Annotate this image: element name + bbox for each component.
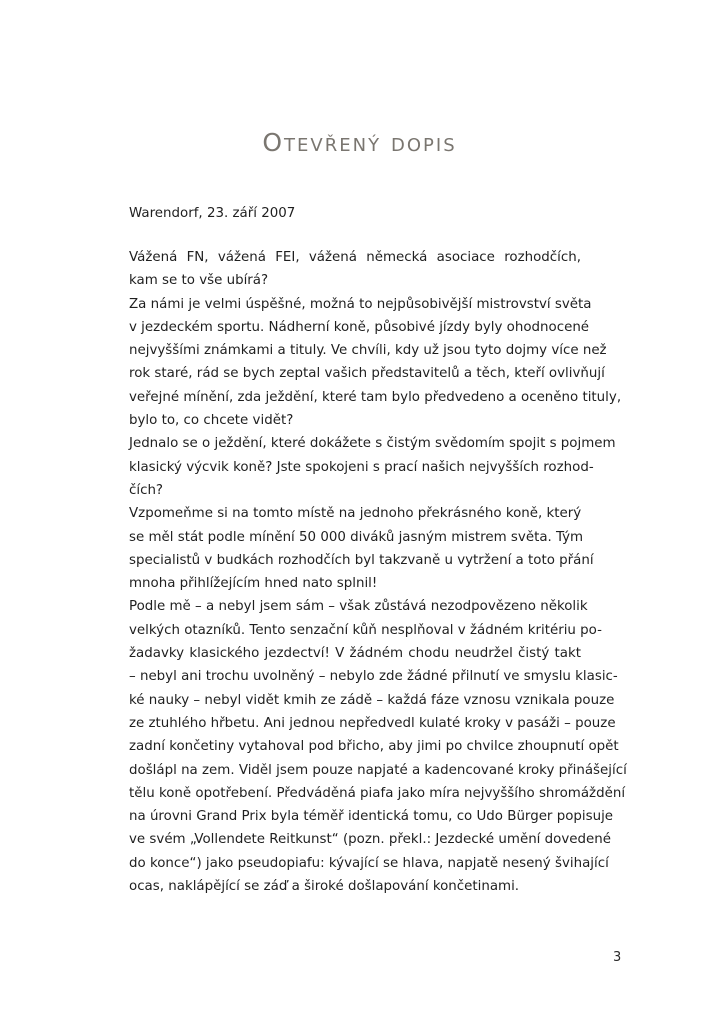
text-line: čích? [129,482,164,498]
paragraph [129,595,627,898]
text-line: bylo to, co chcete vidět? [129,413,294,429]
text-line: veřejné mínění, zda ježdění, které tam bylo předvedeno a oceněno tituly, [129,389,622,405]
text-line: Vážená FN, vážená FEI, vážená německá asociace rozhodčích, [129,250,581,265]
letter-body [129,246,627,898]
paragraph [129,293,622,433]
text-line: do konce“) jako pseudopiafu: kývající se hlava, napjatě nesený švihající [129,855,609,871]
text-line: Podle mě – a nebyl jsem sám – však zůstává nezodpovězeno několik [129,599,588,615]
paragraph [129,432,616,502]
text-line: ze ztuhlého hřbetu. Ani jednou nepředvedl kulaté kroky v pasáži – pouze [129,715,616,731]
text-line: zadní končetiny vytahoval pod břicho, aby jimi po chvilce zhoupnutí opět [129,739,619,755]
text-line: klasický výcvik koně? Jste spokojeni s prací našich nejvyšších rozhod- [129,459,594,475]
text-line: Jednalo se o ježdění, které dokážete s čistým svědomím spojit s pojmem [129,436,616,452]
text-line: rok staré, rád se bych zeptal vašich představitelů a těch, kteří ovlivňují [129,366,605,382]
text-line: nejvyššími známkami a tituly. Ve chvíli, kdy už jsou tyto dojmy více než [129,343,607,359]
page-number: 3 [613,950,622,965]
text-line: žadavky klasického jezdectví! V žádném chodu neudržel čistý takt [129,646,581,662]
text-line: specialistů v budkách rozhodčích byl takzvaně u vytržení a toto přání [129,552,594,568]
text-line: – nebyl ani trochu uvolněný – nebylo zde žádné přilnutí ve smyslu klasic- [129,669,618,685]
text-line: velkých otazníků. Tento senzační kůň nesplňoval v žádném kritériu po- [129,622,602,638]
text-line: Za námi je velmi úspěšné, možná to nejpůsobivější mistrovství světa [129,296,592,312]
text-line: mnoha přihlížejícím hned nato splnil! [129,576,378,592]
text-line: v jezdeckém sportu. Nádherní koně, působivé jízdy byly ohodnocené [129,319,590,335]
page-title: Otevřený dopis [262,128,457,157]
text-line: Vzpomeňme si na tomto místě na jednoho překrásného koně, který [129,506,582,522]
text-line: na úrovni Grand Prix byla téměř identická tomu, co Udo Bürger popisuje [129,809,614,825]
text-line: tělu koně opotřebení. Předváděná piafa jako míra nejvyššího shromáždění [129,785,626,801]
text-line: kam se to vše ubírá? [129,273,269,289]
paragraph [129,502,594,595]
text-line: ké nauky – nebyl vidět kmih ze zádě – každá fáze vznosu vznikala pouze [129,692,615,708]
paragraph [129,246,581,293]
text-line: se měl stát podle mínění 50 000 diváků jasným mistrem světa. Tým [129,529,584,545]
text-line: ve svém „Vollendete Reitkunst“ (pozn. překl.: Jezdecké umění dovedené [129,832,611,848]
text-line: došlápl na zem. Viděl jsem pouze napjaté a kadencované kroky přinášející [129,762,627,778]
dateline: Warendorf, 23. září 2007 [129,206,296,221]
text-line: ocas, naklápějící se záď a široké došlapování končetinami. [129,879,520,895]
